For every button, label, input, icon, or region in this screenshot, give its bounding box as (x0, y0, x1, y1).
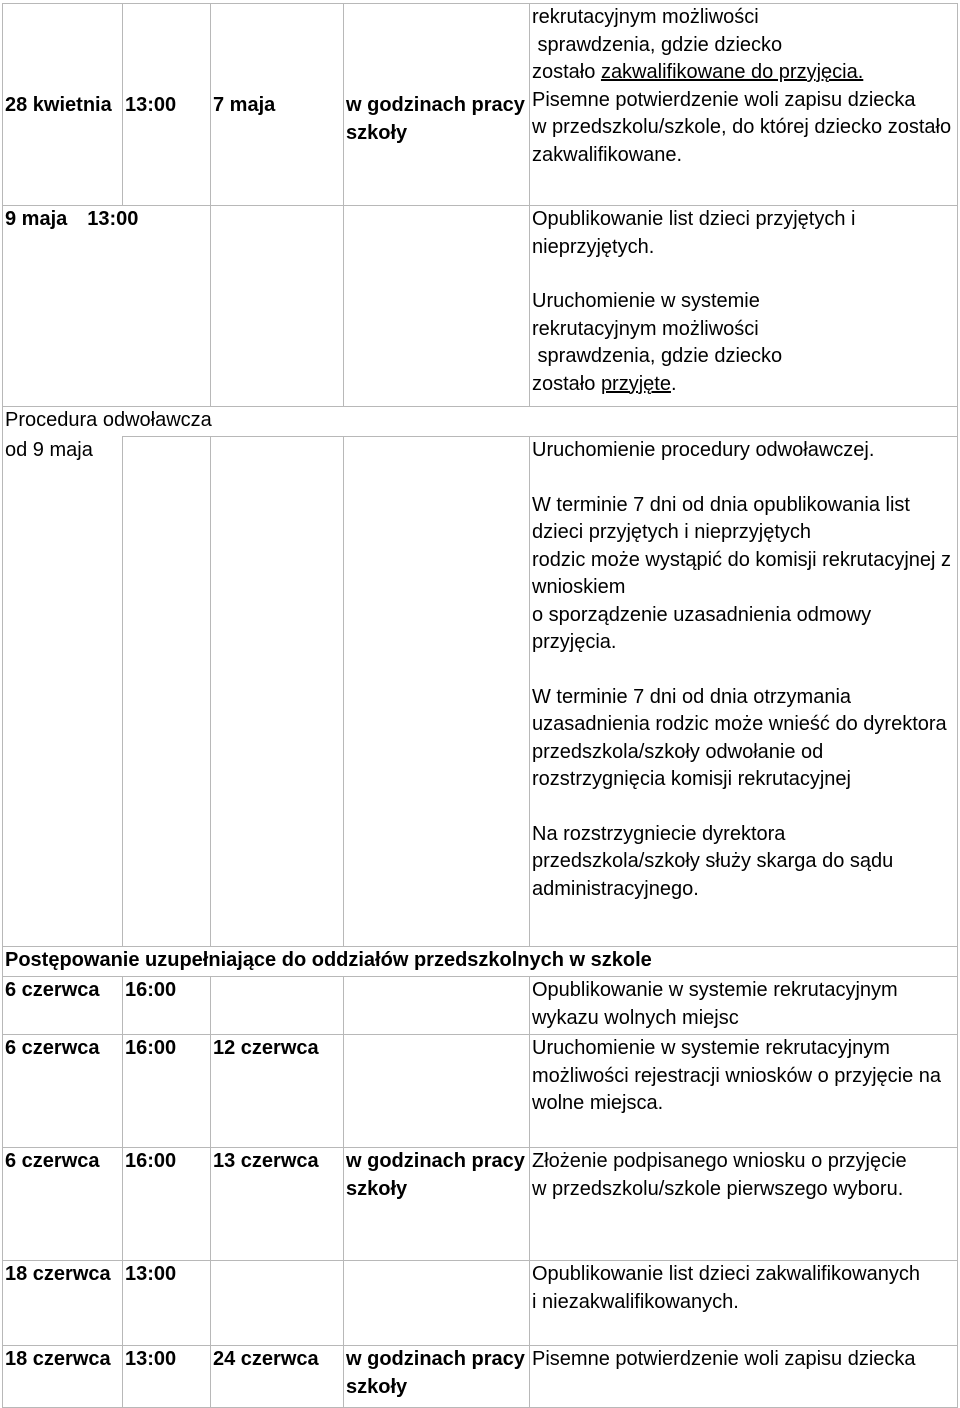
description-cell: Złożenie podpisanego wniosku o przyjęcie w przedszkolu/szkole pierwszego wyboru. (530, 1148, 958, 1261)
empty-cell (344, 977, 530, 1035)
start-time-cell: 16:00 (123, 1035, 211, 1148)
end-date-cell: 12 czerwca (211, 1035, 344, 1148)
table-row (3, 947, 958, 977)
empty-cell (211, 437, 344, 947)
table-row (3, 407, 958, 437)
table-row (3, 1346, 958, 1408)
start-date-cell: 6 czerwca (3, 1148, 123, 1261)
section-heading: Procedura odwoławcza (3, 407, 958, 437)
section-heading: Postępowanie uzupełniające do oddziałów przedszkolnych w szkole (3, 947, 958, 977)
start-date-cell: 18 czerwca (3, 1346, 123, 1408)
end-time-cell: w godzinach pracy szkoły (344, 1346, 530, 1408)
start-date-cell: 6 czerwca (3, 1035, 123, 1148)
start-time-cell: 13:00 (123, 4, 211, 206)
table-row (3, 206, 958, 407)
end-date-cell: 7 maja (211, 4, 344, 206)
empty-cell (211, 977, 344, 1035)
description-cell: rekrutacyjnym możliwości sprawdzenia, gdzie dziecko zostało zakwalifikowane do przyjęcia. Pisemne potwierdzenie woli zapisu dziecka w przedszkolu/szkole, do której dziecko zostało zakwalifikowane. (530, 4, 958, 206)
end-date-cell: 13 czerwca (211, 1148, 344, 1261)
table-row (3, 1148, 958, 1261)
empty-cell (344, 1035, 530, 1148)
description-cell: Uruchomienie w systemie rekrutacyjnym możliwości rejestracji wniosków o przyjęcie na wolne miejsca. (530, 1035, 958, 1148)
empty-cell (211, 1261, 344, 1346)
start-time-cell: 16:00 (123, 977, 211, 1035)
table-row (3, 437, 958, 947)
end-time-cell: w godzinach pracy szkoły (344, 4, 530, 206)
description-cell: Uruchomienie procedury odwoławczej. W terminie 7 dni od dnia opublikowania list dzieci przyjętych i nieprzyjętych rodzic może wystąpić do komisji rekrutacyjnej z wnioskiem o sporządzenie uzasadnienia odmowy przyjęcia. W terminie 7 dni od dnia otrzymania uzasadnienia rodzic może wnieść do dyrektora przedszkola/szkoły odwołanie od rozstrzygnięcia komisji rekrutacyjnej Na rozstrzygniecie dyrektora przedszkola/szkoły służy skarga do sądu administracyjnego. (530, 437, 958, 947)
start-date-cell: 18 czerwca (3, 1261, 123, 1346)
recruitment-schedule-table (2, 3, 958, 1408)
end-time-cell: w godzinach pracy szkoły (344, 1148, 530, 1261)
table-row (3, 1035, 958, 1148)
empty-cell (211, 206, 344, 407)
description-cell: Pisemne potwierdzenie woli zapisu dziecka (530, 1346, 958, 1408)
empty-cell (123, 437, 211, 947)
start-date-cell: od 9 maja (3, 437, 123, 947)
table-row (3, 1261, 958, 1346)
description-cell: Opublikowanie list dzieci zakwalifikowanych i niezakwalifikowanych. (530, 1261, 958, 1346)
table-row (3, 4, 958, 206)
start-time-cell: 13:00 (123, 1261, 211, 1346)
description-cell: Opublikowanie list dzieci przyjętych i nieprzyjętych. Uruchomienie w systemie rekrutacyjnym możliwości sprawdzenia, gdzie dziecko zostało przyjęte. (530, 206, 958, 407)
end-date-cell: 24 czerwca (211, 1346, 344, 1408)
start-date-cell: 28 kwietnia (3, 4, 123, 206)
description-cell: Opublikowanie w systemie rekrutacyjnym wykazu wolnych miejsc (530, 977, 958, 1035)
date-time-cell: 9 maja 13:00 (3, 206, 211, 407)
start-time-cell: 13:00 (123, 1346, 211, 1408)
table-row (3, 977, 958, 1035)
empty-cell (344, 1261, 530, 1346)
empty-cell (344, 206, 530, 407)
empty-cell (344, 437, 530, 947)
start-time-cell: 16:00 (123, 1148, 211, 1261)
start-date-cell: 6 czerwca (3, 977, 123, 1035)
